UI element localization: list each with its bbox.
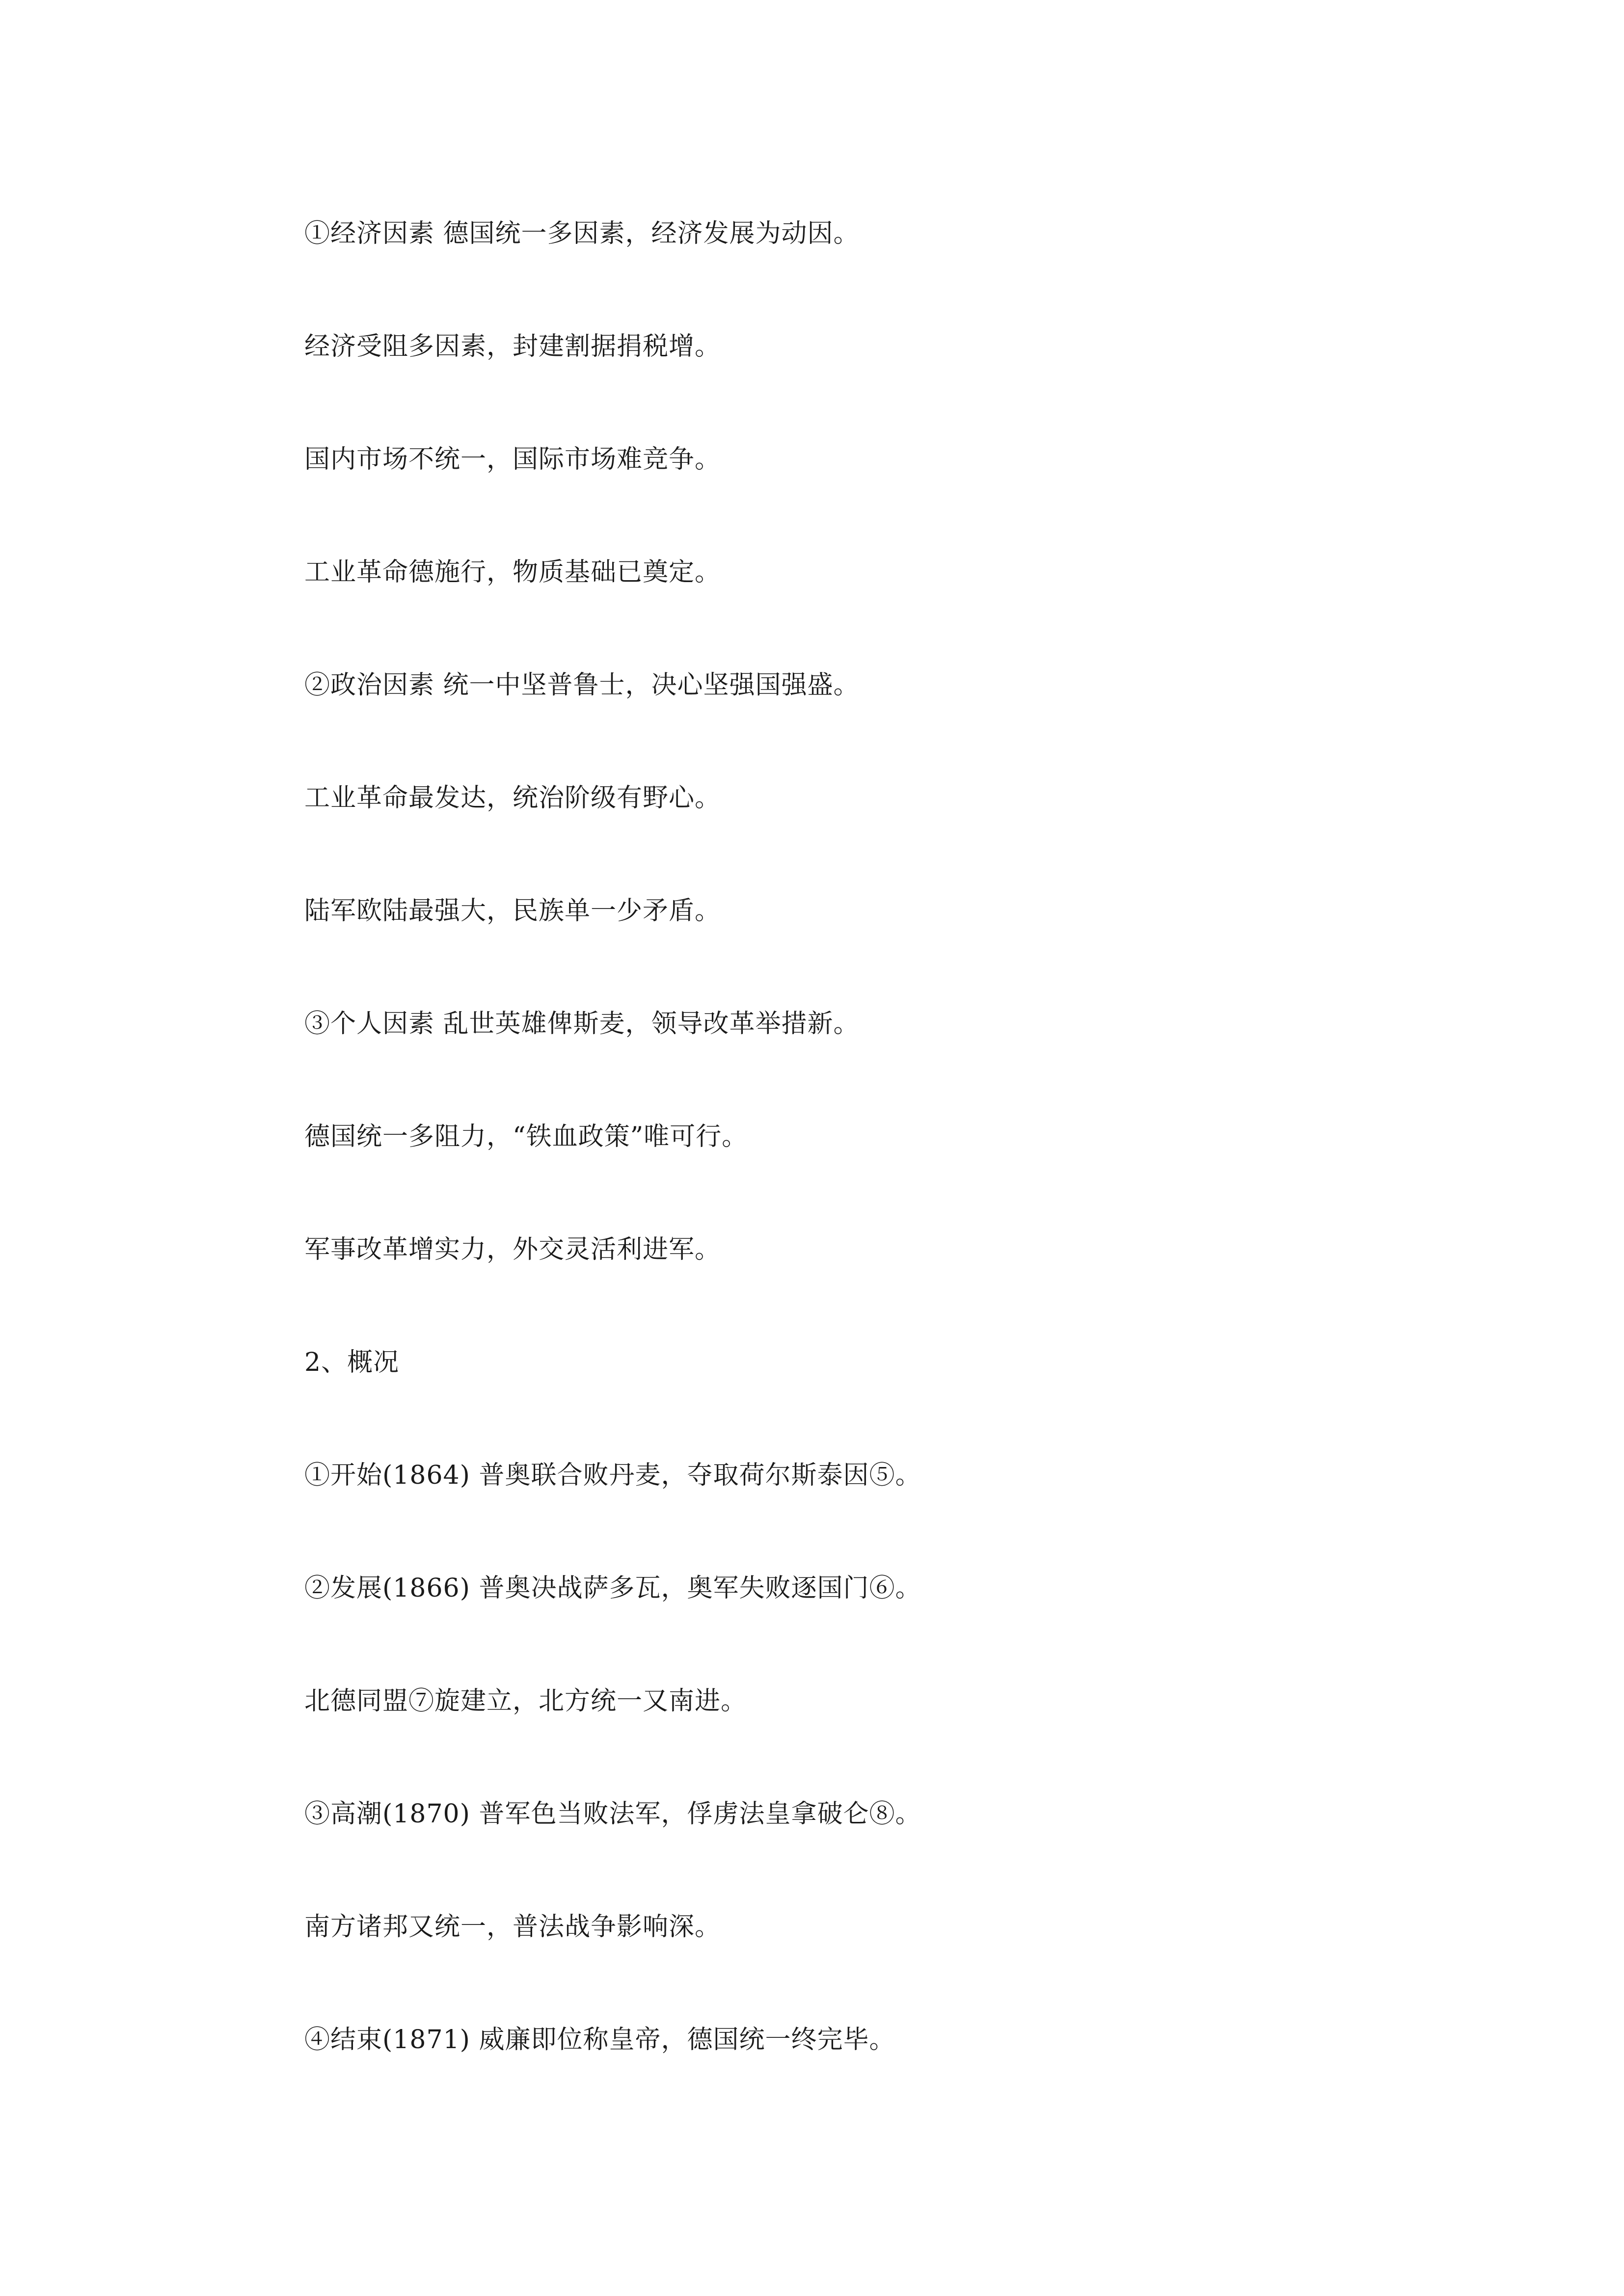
text-line: 工业革命最发达，统治阶级有野心。: [304, 783, 721, 813]
text-line: ③个人因素 乱世英雄俾斯麦，领导改革举措新。: [304, 1009, 860, 1039]
text-line: 北德同盟⑦旋建立，北方统一又南进。: [304, 1686, 747, 1716]
text-line: ②发展(1866) 普奥决战萨多瓦，奥军失败逐国门⑥。: [304, 1574, 921, 1603]
text-line: 德国统一多阻力，“铁血政策”唯可行。: [304, 1122, 748, 1151]
text-line: 军事改革增实力，外交灵活利进军。: [304, 1235, 721, 1264]
text-line: ③高潮(1870) 普军色当败法军，俘虏法皇拿破仑⑧。: [304, 1799, 921, 1829]
text-line: 工业革命德施行，物质基础已奠定。: [304, 558, 721, 587]
text-line: ①开始(1864) 普奥联合败丹麦，夺取荷尔斯泰因⑤。: [304, 1461, 921, 1490]
text-line: ②政治因素 统一中坚普鲁士，决心坚强国强盛。: [304, 670, 860, 700]
text-line: 经济受阻多因素，封建割据捐税增。: [304, 332, 721, 361]
text-line: 陆军欧陆最强大，民族单一少矛盾。: [304, 896, 721, 926]
text-line: 国内市场不统一，国际市场难竞争。: [304, 445, 721, 474]
text-line: ④结束(1871) 威廉即位称皇帝，德国统一终完毕。: [304, 2025, 895, 2055]
text-line: 南方诸邦又统一，普法战争影响深。: [304, 1912, 721, 1942]
section-heading: 2、概况: [304, 1348, 400, 1377]
text-line: ①经济因素 德国统一多因素，经济发展为动因。: [304, 219, 860, 248]
